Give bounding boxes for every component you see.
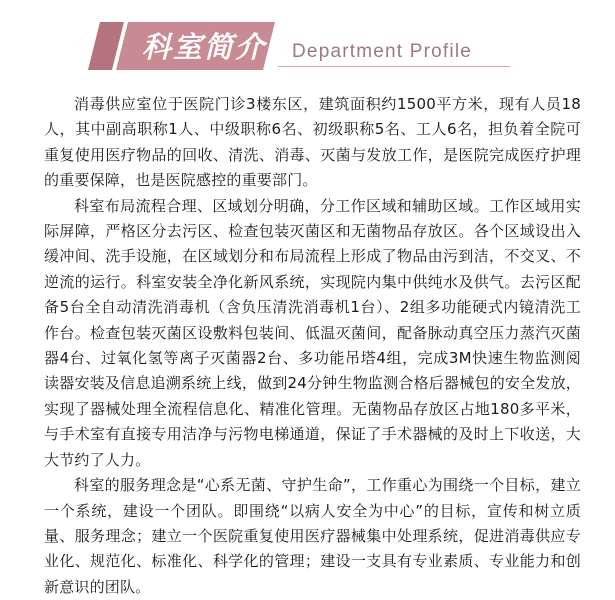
section-header xyxy=(0,0,615,90)
paragraph-layout: 科室布局流程合理、区域划分明确，分工作区域和辅助区域。工作区域用实际屏障，严格区分去污区、检查包装灭菌区和无菌物品存放区。各个区域设出入缓冲间、洗手设施，在区域划分和布局流程上形成了物品由污到洁，不交叉、不逆流的运行。科室安装全净化新风系统，实现院内集中供纯水及供气。去污区配备5台全自动清洗消毒机（含负压清洗消毒机1台）、2组多功能硬式内镜清洗工作台。检查包装灭菌区设敷料包装间、低温灭菌间，配备脉动真空压力蒸汽灭菌器4台、过氧化氢等离子灭菌器2台、多功能吊塔4组，完成3M快速生物监测阅读器安装及信息追溯系统上线，做到24分钟生物监测合格后器械包的安全发放，实现了器械处理全流程信息化、精准化管理。无菌物品存放区占地180多平米，与手术室有直接专用洁净与污物电梯通道，保证了手术器械的及时上下收送，大大节约了人力。 xyxy=(44,196,581,469)
paragraph-philosophy: 科室的服务理念是“心系无菌、守护生命”，工作重心为围绕一个目标，建立一个系统，建设一个团队。即围绕“以病人安全为中心”的目标，宣传和树立质量、服务理念；建立一个医院重复使用医疗器械集中处理系统，促进消毒供应专业化、规范化、标准化、科学化的管理；建设一支具有专业素质、专业能力和创新意识的团队。 xyxy=(44,476,581,596)
section-title-english: Department Profile xyxy=(292,41,473,62)
article-body xyxy=(44,92,581,600)
section-title: 科室简介 xyxy=(142,30,267,64)
title-underline xyxy=(278,66,510,67)
paragraph-intro: 消毒供应室位于医院门诊3楼东区，建筑面积约1500平方米，现有人员18人，其中副高职称1人、中级职称6名、初级职称5名、工人6名，担负着全院可重复使用医疗物品的回收、清洗、消毒、灭菌与发放工作，是医院完成医疗护理的重要保障，也是医院感控的重要部门。 xyxy=(44,95,581,190)
